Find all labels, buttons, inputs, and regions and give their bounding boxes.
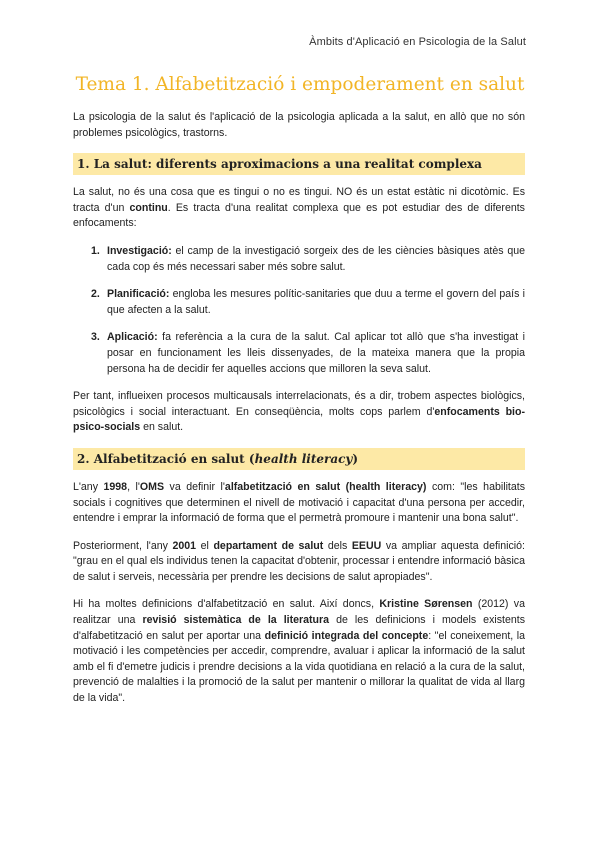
section-2-paragraph-1: L'any 1998, l'OMS va definir l'alfabetització en salut (health literacy) com: "les habilitats socials i cognitives que determinen el nivell de motivació i capacitat d'una persona per accedir, entendre i emprar la informació de forma que el permetrà promoure i mantenir una bona salut". — [73, 480, 525, 525]
section-2-heading: 2. Alfabetització en salut ( health literacy ) — [73, 448, 525, 470]
list-item: 2. Planificació: engloba les mesures polític-sanitaries que duu a terme el govern del país i que afecten a la salut. — [91, 288, 525, 316]
emphasis-biopsicosocial: enfocaments bio-psico-socials — [73, 405, 525, 434]
section-2-paragraph-3: Hi ha moltes definicions d'alfabetització en salut. Així doncs, Kristine Sørensen (2012) va realitzar una revisió sistemàtica de la literatura de les definicions i models existents d'alfabetització en salut per aportar una definició integrada del concepte: "el coneixement, la motivació i les competències per accedir, comprendre, avaluar i aplicar la informació de la salut amb el fi d'emetre judicis i prendre decisions a la vida quotidiana en relació a la cura de la salut, prevenció de malalties i la promoció de la salut per mantenir o millorar la qualitat de vida al llarg de la vida". — [73, 598, 525, 705]
list-item: 3. Aplicació: fa referència a la cura de la salut. Cal aplicar tot allò que s'ha investigat i posar en funcionament les lleis dissenyades, de la mateixa manera que la propia persona ha de decidir fer aquelles accions que milloren la seva salut. — [91, 331, 525, 375]
section-1-paragraph-2: Per tant, influeixen procesos multicausals interrelacionats, és a dir, trobem aspectes biològics, psicològics i social interactuant. En conseqüència, molts cops parlem d'enfocaments bio-psico-socials en salut. — [73, 390, 525, 434]
running-header: Àmbits d'Aplicació en Psicologia de la Salut — [309, 36, 526, 48]
section-1-paragraph-1: La salut, no és una cosa que es tingui o no es tingui. NO és un estat estàtic ni dicotòmic. Es tracta d'un continu. Es tracta d'una realitat complexa que es pot estudiar des de diferents enfocaments: — [73, 186, 525, 230]
list-item: 1. Investigació: el camp de la investigació sorgeix des de les ciències bàsiques atès que cada cop és més necessari saber més sobre salut. — [91, 244, 525, 273]
page-title: Tema 1. Alfabetització i empoderament en salut — [75, 74, 525, 95]
intro-paragraph: La psicologia de la salut és l'aplicació de la psicologia aplicada a la salut, en allò que no són problemes psicològics, trastorns. — [73, 111, 525, 139]
approaches-list — [73, 244, 525, 377]
section-2-paragraph-2: Posteriorment, l'any 2001 el departament de salut dels EEUU va ampliar aquesta definició: "grau en el qual els individus tenen la capacitat d'obtenir, processar i entendre informació bàsica de salut i serveis, necessària per prendre les decisions de salut apropiades". — [73, 539, 525, 583]
document-body — [73, 110, 525, 707]
section-1-heading: 1. La salut: diferents aproximacions a una realitat complexa — [73, 153, 525, 175]
emphasis-continu: continu — [129, 201, 168, 214]
